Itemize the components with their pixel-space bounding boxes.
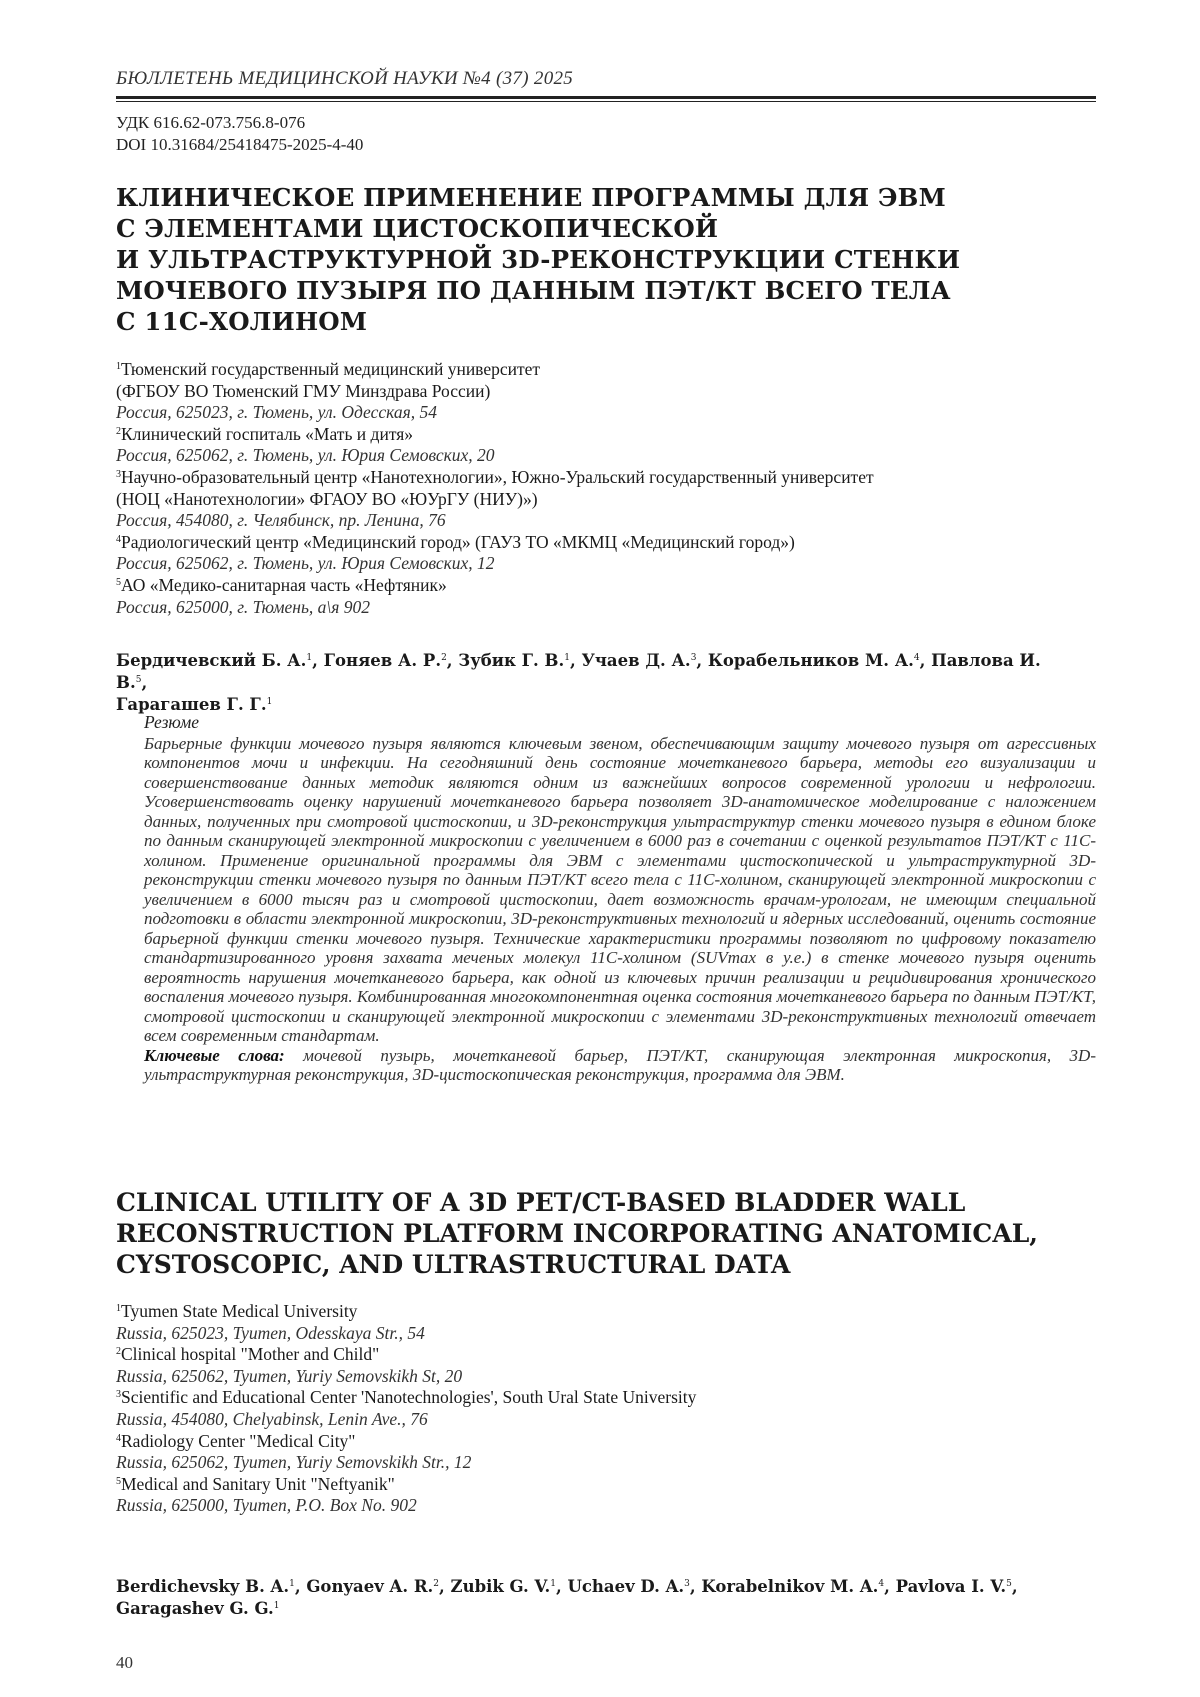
affiliation-text: Научно-образовательный центр «Нанотехнологии», Южно-Уральский государственный университет xyxy=(121,466,874,487)
author-name: Гарагашев Г. Г. xyxy=(116,695,267,714)
author xyxy=(116,1599,279,1618)
title-ru-line: МОЧЕВОГО ПУЗЫРЯ ПО ДАННЫМ ПЭТ/КТ ВСЕГО ТЕЛА xyxy=(116,276,951,305)
affiliation-index: 2 xyxy=(116,425,121,437)
affiliation-index: 4 xyxy=(116,1432,121,1444)
author-name: Зубик Г. В. xyxy=(458,651,565,670)
affiliation-name xyxy=(116,1431,1096,1453)
affiliation-text: (ФГБОУ ВО Тюменский ГМУ Минздрава России) xyxy=(116,380,491,401)
author-separator: , xyxy=(439,1577,451,1596)
page-number: 40 xyxy=(116,1653,133,1672)
keywords-label: Ключевые слова: xyxy=(144,1045,285,1065)
author-separator: , xyxy=(1011,1577,1018,1596)
affiliation-text: Scientific and Educational Center 'Nanotechnologies', South Ural State University xyxy=(121,1387,697,1408)
author-separator: , xyxy=(919,651,932,670)
affiliation-text: (НОЦ «Нанотехнологии» ФГАОУ ВО «ЮУрГУ (НИУ)») xyxy=(116,488,538,509)
affiliation-address xyxy=(116,597,1096,619)
affiliation-address xyxy=(116,1323,1096,1345)
author-separator: , xyxy=(884,1577,896,1596)
keywords xyxy=(144,1046,1096,1085)
author-separator: , xyxy=(446,651,459,670)
author xyxy=(701,1577,895,1596)
author xyxy=(116,651,324,670)
author-name: Учаев Д. А. xyxy=(581,651,691,670)
author-separator: , xyxy=(569,651,582,670)
keywords-text: мочевой пузырь, мочетканевой барьер, ПЭТ/КТ, сканирующая электронная микроскопия, 3D-ультраструктурная реконструкция, 3D-цистоскопическая реконструкция, программа для ЭВМ. xyxy=(144,1045,1096,1084)
author-affiliation-index: 1 xyxy=(550,1579,556,1589)
author-separator: , xyxy=(312,651,324,670)
author-separator: , xyxy=(689,1577,702,1596)
affiliation-index: 3 xyxy=(116,468,121,480)
author-affiliation-index: 1 xyxy=(289,1579,295,1589)
affiliation-address xyxy=(116,510,1096,532)
author-affiliation-index: 4 xyxy=(878,1579,885,1589)
affiliation-address xyxy=(116,1452,1096,1474)
journal-header: БЮЛЛЕТЕНЬ МЕДИЦИНСКОЙ НАУКИ №4 (37) 2025 xyxy=(116,68,574,89)
author-separator: , xyxy=(555,1577,568,1596)
affiliation-address xyxy=(116,553,1096,575)
author-name: Корабельников М. А. xyxy=(707,651,914,670)
header-rule-thick xyxy=(116,96,1096,99)
author xyxy=(708,651,931,670)
affiliation-name xyxy=(116,359,1096,381)
udk-code: УДК 616.62-073.756.8-076 xyxy=(116,113,306,132)
affiliation-text: Тюменский государственный медицинский университет xyxy=(121,359,541,379)
header-rule-thin xyxy=(116,101,1096,102)
author-name: Pavlova I. V. xyxy=(895,1577,1007,1596)
affiliation-name xyxy=(116,532,1096,554)
title-ru-line: С ЭЛЕМЕНТАМИ ЦИСТОСКОПИЧЕСКОЙ xyxy=(116,214,719,243)
affiliation-text: Россия, 454080, г. Челябинск, пр. Ленина, 76 xyxy=(116,510,446,531)
title-en xyxy=(116,1187,1096,1280)
affiliation-name xyxy=(116,575,1096,597)
affiliation-text: Clinical hospital "Mother and Child" xyxy=(121,1344,380,1365)
affiliation-name xyxy=(116,489,1096,511)
authors-ru xyxy=(116,650,1076,716)
author-affiliation-index: 2 xyxy=(433,1579,440,1589)
affiliation-index: 5 xyxy=(116,576,121,588)
affiliation-text: Россия, 625062, г. Тюмень, ул. Юрия Семовских, 12 xyxy=(116,553,495,574)
author xyxy=(324,651,459,670)
affiliation-text: Россия, 625000, г. Тюмень, а\я 902 xyxy=(116,596,371,617)
affiliation-address xyxy=(116,1366,1096,1388)
affiliation-name xyxy=(116,1344,1096,1366)
author xyxy=(116,1577,306,1596)
author-affiliation-index: 1 xyxy=(266,697,273,707)
author-name: Korabelnikov M. A. xyxy=(701,1577,879,1596)
affiliation-name xyxy=(116,381,1096,403)
author xyxy=(567,1577,701,1596)
affiliation-text: Tyumen State Medical University xyxy=(121,1301,358,1321)
abstract-ru xyxy=(144,713,1096,1085)
author-affiliation-index: 1 xyxy=(273,1601,280,1611)
affiliation-text: Russia, 454080, Chelyabinsk, Lenin Ave., 76 xyxy=(116,1408,428,1429)
authors-en xyxy=(116,1576,1076,1620)
author xyxy=(458,651,581,670)
affiliation-text: Клинический госпиталь «Мать и дитя» xyxy=(121,423,414,444)
author-name: Zubik G. V. xyxy=(450,1577,551,1596)
author-name: Uchaev D. A. xyxy=(567,1577,685,1596)
affiliation-address xyxy=(116,402,1096,424)
author-separator: , xyxy=(294,1577,307,1596)
affiliation-name xyxy=(116,1301,1096,1323)
affiliation-text: Russia, 625000, Tyumen, P.O. Box No. 902 xyxy=(116,1495,417,1516)
title-ru-line: И УЛЬТРАСТРУКТУРНОЙ 3D-РЕКОНСТРУКЦИИ СТЕНКИ xyxy=(116,245,961,274)
affiliation-text: Russia, 625023, Tyumen, Odesskaya Str., 54 xyxy=(116,1322,425,1343)
affiliation-name xyxy=(116,1474,1096,1496)
author xyxy=(896,1577,1018,1596)
title-en-line: RECONSTRUCTION PLATFORM INCORPORATING ANATOMICAL, xyxy=(116,1219,1038,1248)
abstract-heading: Резюме xyxy=(144,712,200,732)
affiliation-index: 1 xyxy=(116,1303,121,1314)
affiliation-text: Russia, 625062, Tyumen, Yuriy Semovskikh Str., 12 xyxy=(116,1452,472,1473)
affiliation-text: Россия, 625023, г. Тюмень, ул. Одесская, 54 xyxy=(116,402,438,423)
title-en-line: CYSTOSCOPIC, AND ULTRASTRUCTURAL DATA xyxy=(116,1250,791,1279)
affiliation-text: Russia, 625062, Tyumen, Yuriy Semovskikh St, 20 xyxy=(116,1365,463,1386)
title-ru-line: КЛИНИЧЕСКОЕ ПРИМЕНЕНИЕ ПРОГРАММЫ ДЛЯ ЭВМ xyxy=(116,183,946,212)
author xyxy=(451,1577,568,1596)
affiliation-index: 3 xyxy=(116,1389,121,1401)
affiliations-en xyxy=(116,1301,1096,1517)
affiliation-index: 4 xyxy=(116,533,121,545)
affiliation-text: Medical and Sanitary Unit "Neftyanik" xyxy=(121,1473,395,1494)
title-en-line: CLINICAL UTILITY OF A 3D PET/CT-BASED BLADDER WALL xyxy=(116,1188,966,1217)
title-ru xyxy=(116,182,1016,337)
affiliation-text: АО «Медико-санитарная часть «Нефтяник» xyxy=(121,574,447,595)
affiliation-address xyxy=(116,1495,1096,1517)
affiliation-address xyxy=(116,445,1096,467)
author-name: Бердичевский Б. А. xyxy=(116,651,307,670)
affiliation-address xyxy=(116,1409,1096,1431)
affiliation-name xyxy=(116,1387,1096,1409)
affiliation-index: 1 xyxy=(116,361,121,372)
author-affiliation-index: 3 xyxy=(684,1579,690,1589)
affiliation-index: 5 xyxy=(116,1475,121,1487)
author-separator: , xyxy=(141,673,148,692)
author-affiliation-index: 3 xyxy=(690,653,697,663)
affiliations-ru xyxy=(116,359,1096,618)
author xyxy=(581,651,707,670)
author-name: Гоняев А. Р. xyxy=(323,651,442,670)
author-affiliation-index: 5 xyxy=(1006,1579,1012,1589)
author-affiliation-index: 1 xyxy=(564,653,570,663)
affiliation-index: 2 xyxy=(116,1346,121,1358)
author-name: Garagashev G. G. xyxy=(116,1599,274,1618)
author-separator: , xyxy=(696,651,708,670)
author-affiliation-index: 4 xyxy=(913,653,920,663)
affiliation-name xyxy=(116,467,1096,489)
article-meta xyxy=(116,112,363,156)
title-ru-line: С 11С-ХОЛИНОМ xyxy=(116,307,368,336)
doi-code: DOI 10.31684/25418475-2025-4-40 xyxy=(116,135,364,154)
affiliation-name xyxy=(116,424,1096,446)
author-name: Gonyaev A. R. xyxy=(306,1577,434,1596)
author-name: Berdichevsky B. A. xyxy=(116,1577,290,1596)
affiliation-text: Radiology Center "Medical City" xyxy=(121,1430,356,1451)
author-affiliation-index: 5 xyxy=(135,675,142,685)
author xyxy=(306,1577,450,1596)
author-affiliation-index: 2 xyxy=(441,653,447,663)
affiliation-text: Радиологический центр «Медицинский город» (ГАУЗ ТО «МКМЦ «Медицинский город») xyxy=(121,531,795,552)
affiliation-text: Россия, 625062, г. Тюмень, ул. Юрия Семовских, 20 xyxy=(116,445,495,466)
author-name: Павлова И. В. xyxy=(116,651,1041,692)
abstract-text: Барьерные функции мочевого пузыря являются ключевым звеном, обеспечивающим защиту мочевого пузыря от агрессивных компонентов мочи и инфекции. На сегодняшний день состояние мочетканевого барьера, методы его визуализации и совершенствование данных методик являются одним из важнейших вопросов современной урологии и нефрологии. Усовершенствовать оценку нарушений мочетканевого барьера позволяет 3D-анатомическое моделирование с наложением данных, полученных при смотровой цистоскопии, и 3D-реконструкция ультраструктур стенки мочевого пузыря в едином блоке по данным сканирующей электронной микроскопии с увеличением в 6000 раз в сочетании с оценкой результатов ПЭТ/КТ с 11С-холином. Применение оригинальной программы для ЭВМ с элементами цистоскопической и ультраструктурной 3D-реконструкции стенки мочевого пузыря по данным ПЭТ/КТ всего тела с 11С-холином, сканирующей электронной микроскопии с увеличением в 6000 тысяч раз и смотровой цистоскопии, дает возможность врачам-урологам, не имеющим специальной подготовки в области электронной микроскопии, 3D-реконструктивных технологий и ядерных исследований, оценить состояние барьерной функции стенки мочевого пузыря. Технические характеристики программы позволяют по цифровому показателю стандартизированного уровня захвата меченых молекул 11С-холином (SUVmax в у.е.) в стенке мочевого пузыря оценить вероятность нарушения мочетканевого барьера, как одной из ключевых причин реализации и рецидивирования хронического воспаления мочевого пузыря. Комбинированная многокомпонентная оценка состояния мочетканевого барьера по данным ПЭТ/КТ, смотровой цистоскопии и сканирующей электронной микроскопии с элементами 3D-реконструктивных технологий отвечает всем современным стандартам. xyxy=(144,733,1096,1045)
author-affiliation-index: 1 xyxy=(306,653,313,663)
